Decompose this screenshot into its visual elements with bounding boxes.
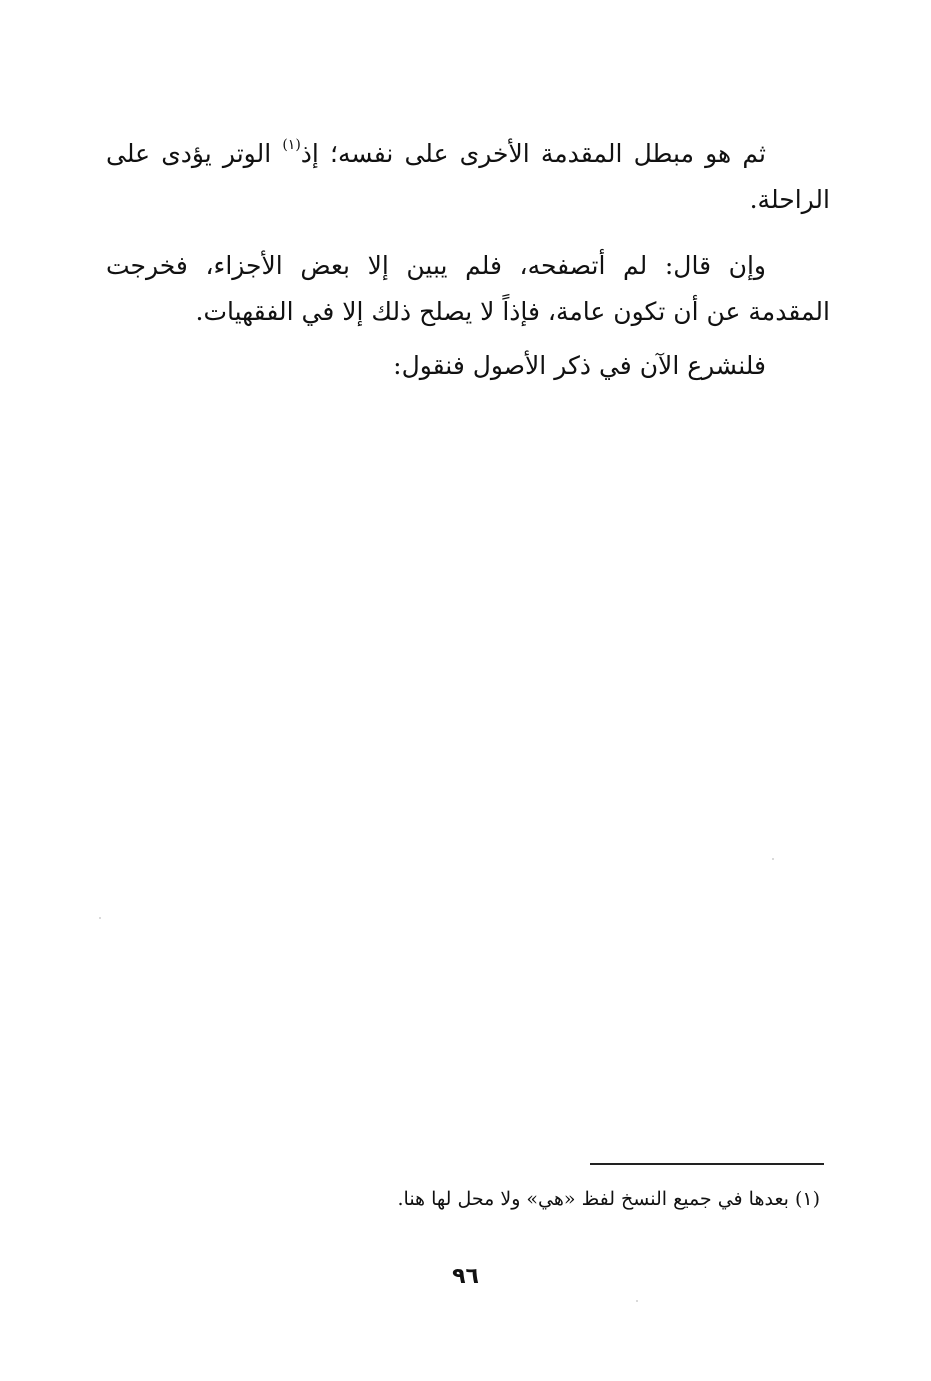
- scan-speck: [772, 858, 774, 860]
- paragraph-2: [106, 243, 830, 335]
- footnote-reference: (١): [282, 137, 301, 153]
- paragraph-1-text-start: ثم هو مبطل المقدمة الأخرى على نفسه؛ إذ: [300, 139, 766, 168]
- scan-speck: [99, 917, 101, 919]
- paragraph-3: [106, 343, 830, 389]
- paragraph-1-text-end: الوتر يؤدى على الراحلة.: [106, 139, 830, 214]
- paragraph-2-text: وإن قال: لم أتصفحه، فلم يبين إلا بعض الأجزاء، فخرجت المقدمة عن أن تكون عامة، فإذاً لا يصلح ذلك إلا في الفقهيات.: [106, 251, 830, 326]
- scan-speck: [636, 1300, 638, 1302]
- paragraph-3-text: فلنشرع الآن في ذكر الأصول فنقول:: [393, 351, 766, 380]
- page-number: ٩٦: [452, 1264, 479, 1289]
- footnote-separator: [590, 1163, 824, 1165]
- footnote: (١) بعدها في جميع النسخ لفظ «هي» ولا محل لها هنا.: [397, 1188, 820, 1210]
- paragraph-1: [106, 131, 830, 223]
